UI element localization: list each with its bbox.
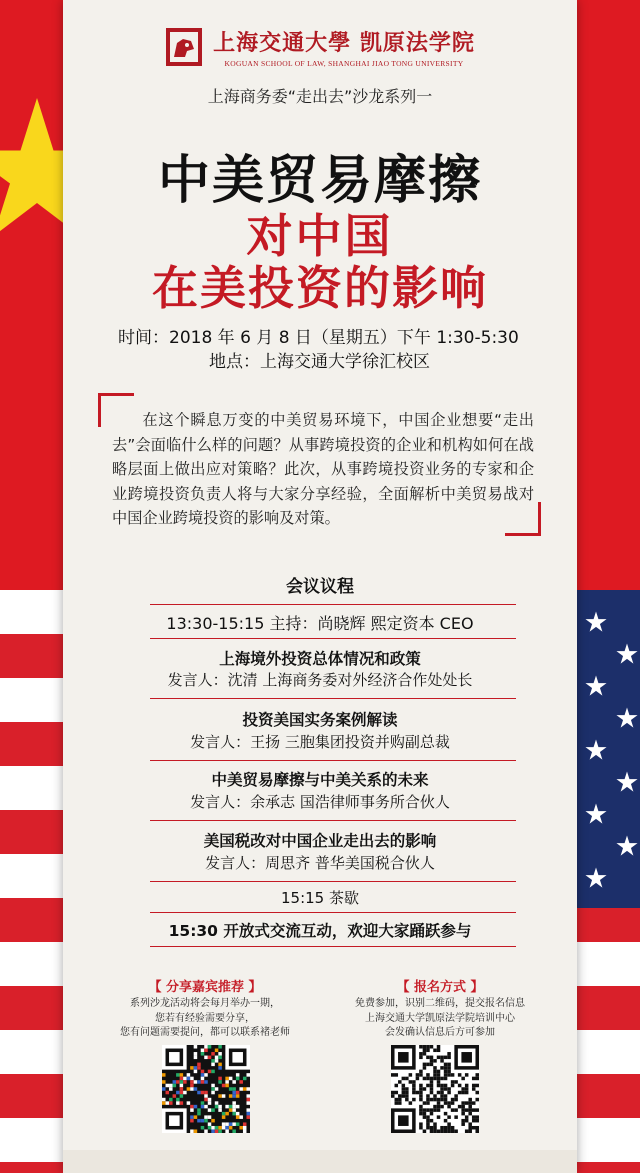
agenda-speaker: 发言人：王扬 三胞集团投资并购副总裁 (190, 733, 450, 751)
star-icon (585, 803, 607, 825)
star-icon (616, 707, 638, 729)
agenda-speaker: 发言人：沈清 上海商务委对外经济合作处处长 (167, 671, 473, 689)
intro-paragraph: 在这个瞬息万变的中美贸易环境下，中国企业想要“走出去”会面临什么样的问题？从事跨境投资的企业和机构如何在战略层面上做出应对策略？此次，从事跨境投资业务的专家和企业跨境投资负责人将与大家分享经验，全面解析中美贸易战对中国企业跨境投资的影响及对策。 (112, 411, 534, 527)
agenda-divider (150, 912, 516, 913)
school-name-en: KOGUAN SCHOOL OF LAW, SHANGHAI JIAO TONG UNIVERSITY (224, 59, 464, 68)
star-icon (585, 739, 607, 761)
agenda-topic: 中美贸易摩擦与中美关系的未来 (211, 771, 429, 789)
star-icon (585, 867, 607, 889)
agenda-divider (150, 638, 516, 639)
agenda-topic: 上海境外投资总体情况和政策 (219, 650, 421, 668)
speaker-recommend-line: 您有问题需要提问，都可以联系褚老师 (120, 1027, 290, 1038)
qr-code-contact[interactable] (162, 1045, 250, 1133)
agenda-divider (150, 604, 516, 605)
star-icon (616, 771, 638, 793)
registration-heading: 【 报名方式 】 (396, 980, 484, 995)
registration-text (325, 997, 555, 1041)
agenda-speaker: 发言人：余承志 国浩律师事务所合伙人 (190, 793, 450, 811)
qr-code-registration[interactable] (391, 1045, 479, 1133)
speaker-recommend-line: 您若有经验需要分享， (155, 1012, 255, 1024)
star-icon (585, 611, 607, 633)
school-name-cn: 上海交通大學 凯原法学院 (213, 30, 475, 56)
agenda-divider (150, 698, 516, 699)
agenda-divider (150, 946, 516, 947)
agenda-divider (150, 881, 516, 882)
paper-bottom-band (63, 1150, 577, 1173)
school-crest-icon (165, 27, 203, 67)
speaker-recommend-heading: 【 分享嘉宾推荐 】 (148, 980, 262, 995)
title-line-1: 中美贸易摩擦 (157, 151, 482, 211)
registration-line: 会发确认信息后方可参加 (385, 1027, 495, 1038)
registration-line: 免费参加，识别二维码，提交报名信息 (355, 998, 525, 1009)
agenda-divider (150, 820, 516, 821)
agenda-speaker: 发言人：周思齐 普华美国税合伙人 (205, 854, 435, 872)
school-logo (63, 22, 577, 72)
event-time: 时间：2018 年 6 月 8 日（星期五）下午 1:30-5:30 (118, 328, 519, 348)
agenda-topic: 美国税改对中国企业走出去的影响 (203, 832, 437, 850)
star-icon (585, 675, 607, 697)
speaker-recommend-text (90, 997, 320, 1041)
agenda-tea-break: 15:15 茶歇 (281, 889, 359, 907)
agenda-host: 13:30-15:15 主持：尚晓辉 熙定资本 CEO (166, 614, 474, 633)
series-subtitle: 上海商务委“走出去”沙龙系列一 (207, 87, 433, 106)
agenda-topic: 投资美国实务案例解读 (242, 711, 398, 729)
school-name (213, 26, 475, 68)
event-place: 地点：上海交通大学徐汇校区 (209, 352, 430, 372)
title-line-3: 在美投资的影响 (152, 261, 488, 315)
title-line-2: 对中国 (246, 209, 394, 263)
agenda-divider (150, 760, 516, 761)
registration-line: 上海交通大学凯原法学院培训中心 (365, 1012, 515, 1024)
agenda-title: 会议议程 (286, 577, 354, 597)
star-icon (616, 643, 638, 665)
agenda-open-discussion: 15:30 开放式交流互动，欢迎大家踊跃参与 (168, 922, 472, 940)
star-icon (616, 835, 638, 857)
speaker-recommend-line: 系列沙龙活动将会每月举办一期， (130, 998, 280, 1009)
